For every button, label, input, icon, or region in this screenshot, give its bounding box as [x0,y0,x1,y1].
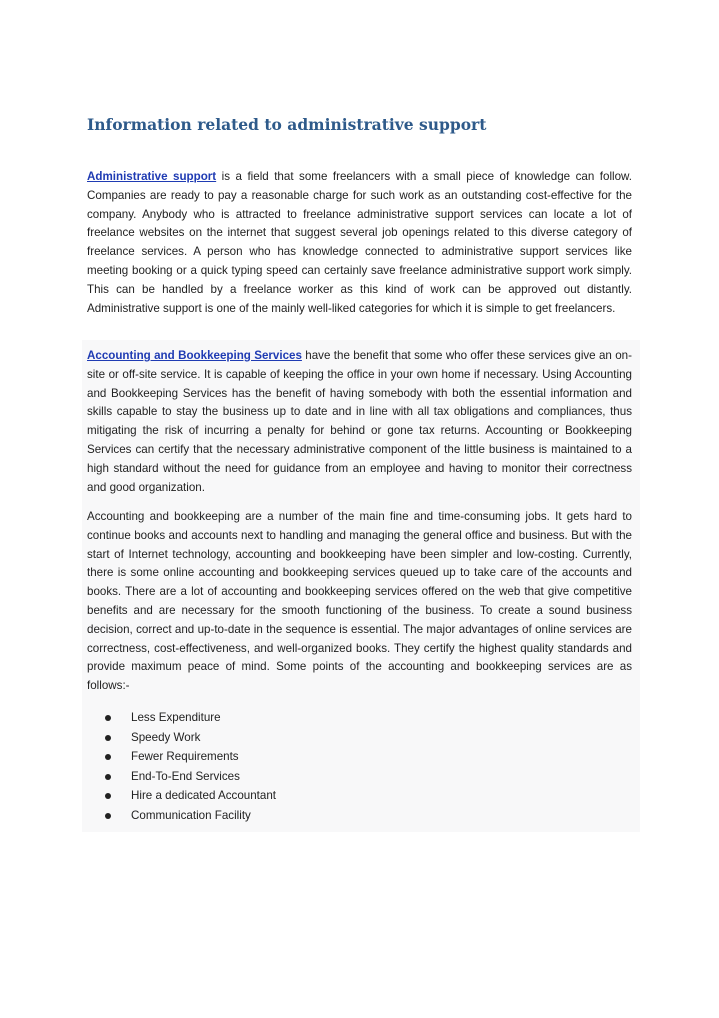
list-item [87,767,276,787]
bullet-icon [105,735,111,741]
list-item [87,708,276,728]
list-item-text: Fewer Requirements [131,750,239,763]
administrative-support-link[interactable]: Administrative support [87,170,217,183]
bullet-icon [105,813,111,819]
list-item-text: Speedy Work [131,730,201,744]
list-item [87,786,276,806]
services-bullet-list [87,708,276,825]
paragraph-accounting-services [87,347,632,497]
bullet-icon [105,754,111,760]
bullet-icon [105,715,111,721]
accounting-bookkeeping-link[interactable]: Accounting and Bookkeeping Services [87,349,302,362]
list-item-text: Hire a dedicated Accountant [131,789,277,802]
bullet-icon [105,793,111,799]
list-item [87,747,276,767]
bullet-icon [105,774,111,780]
list-item-text: End-To-End Services [131,769,240,783]
list-item-text: Less Expenditure [131,711,221,724]
paragraph-2-text: have the benefit that some who offer these services give an on-site or off-site service. It is capable of keeping the office in your own home if necessary. Using Accounting and Bookkeeping Services has the benefit of having somebody with both the essential information and skills capable to stay the business up to date and in line with all tax obligations and compliances, thus mitigating the risk of incurring a penalty for behind or gone tax returns. Accounting or Bookkeeping Services can certify that the necessary administrative component of the little business is maintained to a high standard without the need for guidance from an employee and having to monitor their correctness and good organization. [87,349,632,494]
paragraph-administrative-support [87,168,632,318]
paragraph-online-accounting: Accounting and bookkeeping are a number of the main fine and time-consuming jobs. It gets hard to continue books and accounts next to handling and managing the general office and business. But with the start of Internet technology, accounting and bookkeeping have been simpler and low-costing. Currently, there is some online accounting and bookkeeping services queued up to take care of the accounts and books. There are a lot of accounting and bookkeeping services offered on the web that give competitive benefits and are necessary for the smooth functioning of the business. To create a sound business decision, correct and up-to-date in the sequence is essential. The major advantages of online services are correctness, cost-effectiveness, and well-organized books. They certify the highest quality standards and provide maximum peace of mind. Some points of the accounting and bookkeeping services are as follows:- [87,510,632,693]
list-item [87,728,276,748]
document-title: Information related to administrative support [87,115,487,134]
list-item-text: Communication Facility [131,808,251,822]
paragraph-1-text: is a field that some freelancers with a small piece of knowledge can follow. Companies are ready to pay a reasonable charge for such work as an outstanding cost-effective for the company. Anybody who is attracted to freelance administrative support services can locate a lot of freelance websites on the internet that suggest several job openings related to this diverse category of freelance services. A person who has knowledge connected to administrative support services like meeting booking or a quick typing speed can certainly save freelance administrative support work simply. This can be handled by a freelance worker as this kind of work can be approved out distantly. Administrative support is one of the mainly well-liked categories for which it is simple to get freelancers. [87,170,632,315]
list-item [87,806,276,826]
